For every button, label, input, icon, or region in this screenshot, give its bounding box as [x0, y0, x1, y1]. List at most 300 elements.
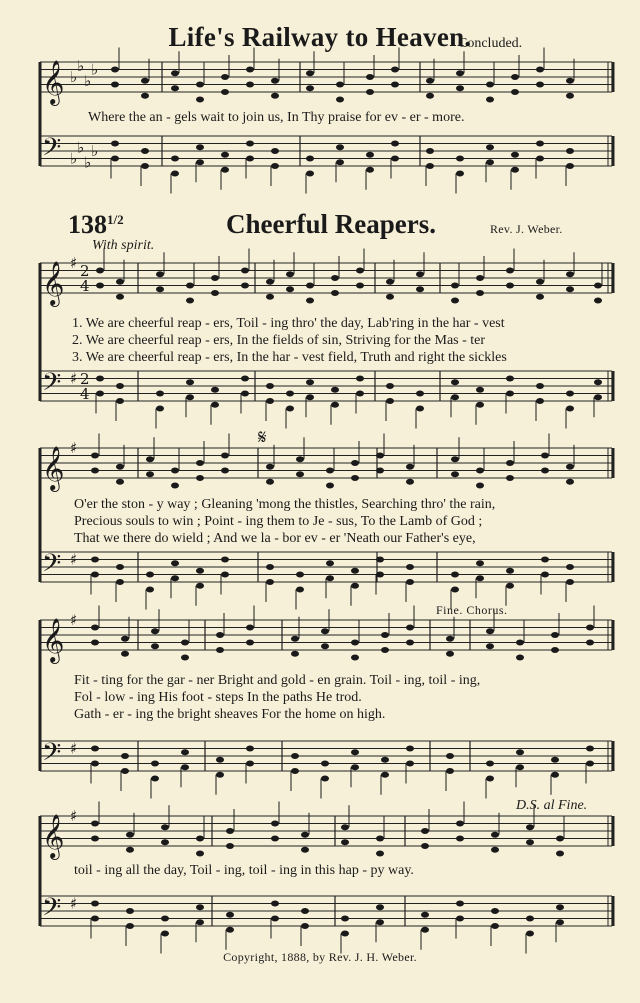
note-head: [566, 148, 574, 154]
note-head: [241, 268, 249, 274]
flat-icon: ♭: [70, 149, 78, 168]
note-head: [91, 572, 99, 578]
note-head: [391, 141, 399, 147]
note-head: [196, 144, 204, 150]
note-head: [386, 398, 394, 404]
note-head: [536, 398, 544, 404]
note-head: [356, 391, 364, 397]
note-head: [556, 836, 564, 842]
bass-clef-icon: 𝄢: [42, 549, 62, 584]
note-head: [296, 572, 304, 578]
note-head: [416, 391, 424, 397]
note-head: [451, 456, 459, 462]
note-head: [141, 163, 149, 169]
note-head: [516, 640, 524, 646]
note-head: [271, 78, 279, 84]
time-signature-top: 2: [80, 262, 90, 280]
note-head: [376, 904, 384, 910]
note-head: [246, 141, 254, 147]
note-head: [271, 93, 279, 99]
note-head: [506, 391, 514, 397]
note-head: [566, 391, 574, 397]
note-head: [91, 821, 99, 827]
note-head: [221, 89, 229, 95]
note-head: [186, 283, 194, 289]
note-head: [486, 97, 494, 103]
fine-chorus-label: Fine. Chorus.: [436, 603, 508, 617]
note-head: [196, 919, 204, 925]
note-head: [226, 828, 234, 834]
note-head: [171, 483, 179, 489]
note-head: [406, 579, 414, 585]
note-head: [306, 394, 314, 400]
note-head: [566, 78, 574, 84]
note-head: [161, 916, 169, 922]
note-head: [511, 89, 519, 95]
note-head: [286, 406, 294, 412]
sharp-icon: ♯: [70, 894, 78, 913]
note-head: [541, 572, 549, 578]
bass-clef-icon: 𝄢: [42, 738, 62, 773]
note-head: [476, 575, 484, 581]
note-head: [221, 557, 229, 563]
note-head: [221, 152, 229, 158]
note-head: [171, 70, 179, 76]
note-head: [121, 636, 129, 642]
note-head: [456, 821, 464, 827]
note-head: [141, 78, 149, 84]
note-head: [301, 923, 309, 929]
note-head: [566, 564, 574, 570]
note-head: [406, 625, 414, 631]
sharp-icon: ♯: [70, 611, 78, 629]
note-head: [486, 159, 494, 165]
note-head: [526, 839, 534, 845]
note-head: [116, 479, 124, 485]
note-head: [426, 78, 434, 84]
time-signature-top: 2: [80, 370, 90, 388]
note-head: [226, 927, 234, 933]
note-head: [351, 640, 359, 646]
flat-icon: ♭: [84, 153, 92, 172]
note-head: [241, 283, 249, 289]
sharp-icon: ♯: [70, 439, 78, 457]
ds-al-fine-label: D.S. al Fine.: [516, 798, 588, 813]
note-head: [341, 931, 349, 937]
note-head: [536, 67, 544, 73]
note-head: [506, 268, 514, 274]
note-head: [246, 625, 254, 631]
note-head: [376, 851, 384, 857]
note-head: [221, 468, 229, 474]
flat-icon: ♭: [70, 68, 78, 86]
note-head: [116, 579, 124, 585]
note-head: [96, 376, 104, 382]
note-head: [556, 851, 564, 857]
note-head: [526, 916, 534, 922]
note-head: [266, 279, 274, 285]
s2-verse1: O'er the ston - y way ; Gleaning 'mong the thistles, Searching thro' the rain,: [74, 497, 496, 512]
note-head: [326, 575, 334, 581]
note-head: [421, 927, 429, 933]
s2-verse3: That we there do wield ; And we la - bor ev - er 'Neath our Father's eye,: [74, 531, 476, 546]
note-head: [241, 376, 249, 382]
note-head: [241, 391, 249, 397]
note-head: [306, 70, 314, 76]
note-head: [506, 475, 514, 481]
hymn2-author: Rev. J. Weber.: [490, 222, 563, 236]
note-head: [551, 632, 559, 638]
note-head: [326, 560, 334, 566]
note-head: [421, 843, 429, 849]
note-head: [426, 148, 434, 154]
note-head: [146, 456, 154, 462]
note-head: [186, 394, 194, 400]
note-head: [111, 82, 119, 88]
note-head: [151, 643, 159, 649]
note-head: [446, 636, 454, 642]
note-head: [331, 387, 339, 393]
note-head: [376, 453, 384, 459]
note-head: [356, 376, 364, 382]
note-head: [594, 379, 602, 385]
note-head: [351, 568, 359, 574]
note-head: [116, 398, 124, 404]
note-head: [376, 572, 384, 578]
note-head: [181, 749, 189, 755]
note-head: [306, 171, 314, 177]
note-head: [356, 283, 364, 289]
note-head: [386, 294, 394, 300]
note-head: [221, 74, 229, 80]
note-head: [476, 290, 484, 296]
note-head: [381, 632, 389, 638]
note-head: [586, 640, 594, 646]
note-head: [516, 764, 524, 770]
hymn1-title: Life's Railway to Heaven.: [168, 22, 472, 52]
note-head: [536, 141, 544, 147]
note-head: [386, 383, 394, 389]
note-head: [446, 753, 454, 759]
note-head: [171, 171, 179, 177]
note-head: [406, 746, 414, 752]
note-head: [536, 383, 544, 389]
note-head: [421, 912, 429, 918]
note-head: [291, 768, 299, 774]
note-head: [111, 67, 119, 73]
note-head: [301, 847, 309, 853]
note-head: [331, 290, 339, 296]
note-head: [506, 583, 514, 589]
hymn2-number-fraction: 1/2: [107, 212, 124, 227]
sharp-icon: ♯: [70, 369, 78, 388]
note-head: [536, 294, 544, 300]
note-head: [406, 479, 414, 485]
note-head: [486, 761, 494, 767]
note-head: [171, 560, 179, 566]
note-head: [91, 468, 99, 474]
time-signature-bottom: 4: [80, 385, 90, 403]
note-head: [296, 456, 304, 462]
note-head: [451, 587, 459, 593]
note-head: [541, 557, 549, 563]
note-head: [156, 391, 164, 397]
note-head: [511, 167, 519, 173]
flat-icon: ♭: [77, 56, 85, 75]
note-head: [491, 923, 499, 929]
note-head: [156, 406, 164, 412]
note-head: [376, 468, 384, 474]
note-head: [351, 583, 359, 589]
note-head: [376, 836, 384, 842]
hymn2-tempo: With spirit.: [92, 238, 155, 253]
note-head: [111, 141, 119, 147]
note-head: [391, 67, 399, 73]
hymn1-status: Concluded.: [458, 36, 523, 51]
treble-clef-icon: 𝄞: [42, 814, 65, 858]
sharp-icon: ♯: [70, 739, 78, 758]
sharp-icon: ♯: [70, 807, 78, 825]
sharp-icon: ♯: [70, 550, 78, 569]
note-head: [126, 923, 134, 929]
note-head: [381, 772, 389, 778]
note-head: [96, 391, 104, 397]
note-head: [216, 772, 224, 778]
note-head: [196, 82, 204, 88]
note-head: [321, 643, 329, 649]
note-head: [291, 636, 299, 642]
bass-clef-icon: 𝄢: [42, 368, 62, 403]
note-head: [211, 387, 219, 393]
note-head: [566, 271, 574, 277]
note-head: [141, 148, 149, 154]
note-head: [321, 628, 329, 634]
note-head: [146, 471, 154, 477]
note-head: [491, 832, 499, 838]
note-head: [266, 294, 274, 300]
note-head: [196, 460, 204, 466]
note-head: [351, 764, 359, 770]
note-head: [186, 298, 194, 304]
note-head: [181, 640, 189, 646]
note-head: [221, 572, 229, 578]
note-head: [566, 93, 574, 99]
note-head: [306, 85, 314, 91]
note-head: [246, 640, 254, 646]
note-head: [156, 286, 164, 292]
note-head: [246, 67, 254, 73]
note-head: [121, 768, 129, 774]
note-head: [551, 647, 559, 653]
note-head: [196, 475, 204, 481]
note-head: [301, 908, 309, 914]
note-head: [391, 82, 399, 88]
note-head: [551, 772, 559, 778]
note-head: [161, 824, 169, 830]
note-head: [451, 283, 459, 289]
note-head: [376, 557, 384, 563]
note-head: [271, 916, 279, 922]
note-head: [366, 152, 374, 158]
note-head: [246, 746, 254, 752]
note-head: [196, 159, 204, 165]
s3-verse2: Fol - low - ing His foot - steps In the paths He trod.: [74, 690, 362, 705]
note-head: [121, 651, 129, 657]
note-head: [416, 406, 424, 412]
note-head: [151, 628, 159, 634]
note-head: [456, 70, 464, 76]
note-head: [96, 283, 104, 289]
note-head: [566, 406, 574, 412]
note-head: [536, 82, 544, 88]
note-head: [541, 453, 549, 459]
treble-clef-icon: 𝄞: [42, 261, 65, 305]
note-head: [506, 568, 514, 574]
note-head: [356, 268, 364, 274]
note-head: [181, 764, 189, 770]
copyright: Copyright, 1888, by Rev. J. H. Weber.: [223, 950, 417, 964]
note-head: [271, 163, 279, 169]
note-head: [211, 290, 219, 296]
s1-verse1: 1. We are cheerful reap - ers, Toil - ing thro' the day, Lab'ring in the har - vest: [72, 316, 505, 331]
note-head: [116, 294, 124, 300]
hymn2-number-main: 138: [68, 210, 107, 239]
note-head: [476, 387, 484, 393]
flat-icon: ♭: [77, 138, 85, 157]
note-head: [456, 85, 464, 91]
note-head: [226, 912, 234, 918]
treble-clef-icon: 𝄞: [42, 60, 65, 104]
note-head: [341, 824, 349, 830]
note-head: [321, 776, 329, 782]
note-head: [426, 93, 434, 99]
note-head: [336, 159, 344, 165]
note-head: [246, 761, 254, 767]
note-head: [391, 156, 399, 162]
note-head: [451, 379, 459, 385]
note-head: [326, 468, 334, 474]
note-head: [271, 821, 279, 827]
note-head: [351, 475, 359, 481]
note-head: [286, 391, 294, 397]
note-head: [451, 394, 459, 400]
note-head: [506, 460, 514, 466]
note-head: [116, 383, 124, 389]
note-head: [416, 271, 424, 277]
note-head: [286, 286, 294, 292]
note-head: [216, 632, 224, 638]
hymn2-title: Cheerful Reapers.: [226, 209, 436, 239]
s1-verse3: 3. We are cheerful reap - ers, In the har - vest field, Truth and right the sickles: [72, 350, 507, 365]
note-head: [266, 398, 274, 404]
note-head: [91, 625, 99, 631]
note-head: [541, 468, 549, 474]
note-head: [456, 171, 464, 177]
note-head: [516, 655, 524, 661]
note-head: [146, 572, 154, 578]
note-head: [321, 761, 329, 767]
note-head: [416, 286, 424, 292]
note-head: [366, 89, 374, 95]
note-head: [196, 904, 204, 910]
note-head: [406, 564, 414, 570]
note-head: [91, 557, 99, 563]
note-head: [266, 464, 274, 470]
note-head: [376, 919, 384, 925]
note-head: [336, 82, 344, 88]
note-head: [594, 394, 602, 400]
note-head: [406, 640, 414, 646]
note-head: [266, 479, 274, 485]
note-head: [451, 572, 459, 578]
note-head: [586, 746, 594, 752]
bass-clef-icon: 𝄢: [42, 893, 62, 928]
segno-icon: 𝄋: [258, 425, 267, 449]
note-head: [336, 97, 344, 103]
note-head: [451, 471, 459, 477]
note-head: [126, 908, 134, 914]
note-head: [516, 749, 524, 755]
note-head: [556, 919, 564, 925]
note-head: [91, 836, 99, 842]
note-head: [291, 753, 299, 759]
note-head: [306, 379, 314, 385]
note-head: [91, 901, 99, 907]
note-head: [594, 283, 602, 289]
note-head: [296, 587, 304, 593]
note-head: [511, 152, 519, 158]
note-head: [271, 836, 279, 842]
note-head: [116, 279, 124, 285]
note-head: [331, 275, 339, 281]
note-head: [586, 625, 594, 631]
note-head: [271, 901, 279, 907]
note-head: [586, 761, 594, 767]
note-head: [536, 156, 544, 162]
note-head: [526, 824, 534, 830]
s1-verse2: 2. We are cheerful reap - ers, In the fields of sin, Striving for the Mas - ter: [72, 333, 486, 348]
note-head: [491, 847, 499, 853]
note-head: [556, 904, 564, 910]
note-head: [381, 757, 389, 763]
note-head: [446, 651, 454, 657]
note-head: [171, 575, 179, 581]
note-head: [566, 286, 574, 292]
note-head: [151, 761, 159, 767]
note-head: [171, 156, 179, 162]
note-head: [186, 379, 194, 385]
note-head: [196, 97, 204, 103]
note-head: [196, 583, 204, 589]
note-head: [91, 640, 99, 646]
note-head: [351, 460, 359, 466]
note-head: [551, 757, 559, 763]
note-head: [301, 832, 309, 838]
note-head: [271, 148, 279, 154]
note-head: [566, 579, 574, 585]
treble-clef-icon: 𝄞: [42, 446, 65, 490]
sharp-icon: ♯: [70, 254, 78, 272]
note-head: [171, 85, 179, 91]
note-head: [491, 908, 499, 914]
note-head: [381, 647, 389, 653]
note-head: [96, 268, 104, 274]
s4-verse1: toil - ing all the day, Toil - ing, toil - ing in this hap - py way.: [74, 863, 414, 878]
note-head: [456, 836, 464, 842]
note-head: [141, 93, 149, 99]
note-head: [121, 753, 129, 759]
note-head: [526, 931, 534, 937]
